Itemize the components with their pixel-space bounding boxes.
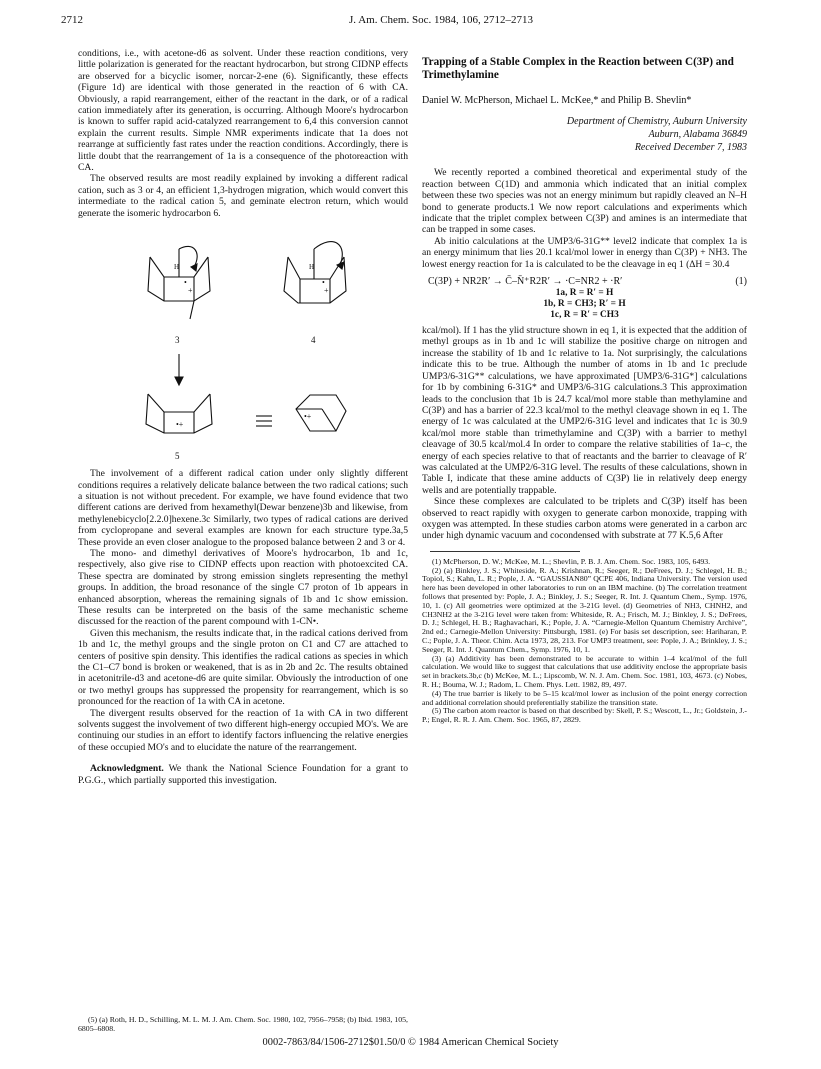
article-authors: Daniel W. McPherson, Michael L. McKee,* and Philip B. Shevlin* [422, 95, 692, 106]
footnote-divider [430, 551, 580, 552]
left-paragraph-1: conditions, i.e., with acetone-d6 as solvent. Under these reaction conditions, very little polarization is generated for the reactant hydrocarbon, but strong CIDNP effects are observed for a bicyclic isomer, norcar-2-ene (6). Significantly, these effects (Figure 1d) are identical with those generated in the reaction of 6 with CA. Obviously, a rapid rearrangement, either of the reactant in the dark, or of a radical cation immediately after its generation, is occurring. Although Moore's hydrocarbon is known to suffer rapid acid-catalyzed rearrangement to 6,4 this conversion cannot explain the current results. Simple NMR experiments indicate that 1a does not rearrange at sufficiently fast rates under the reaction conditions. Accordingly, there is little doubt that the rearrangement of 1a is a consequence of the photoreaction with CA. [78, 48, 408, 174]
left-footnotes [78, 1016, 408, 1034]
affiliation-line-2: Auburn, Alabama 36849 [648, 129, 747, 140]
footnote-3: (3) (a) Additivity has been demonstrated to be accurate to within 1–4 kcal/mol of the full calculation. We would like to suggest that calculations that use additivity enclose the appropriate basis set in brackets.3b,c (b) McKee, M. L.; Lipscomb, W. N. J. Am. Chem. Soc. 1981, 103, 4673. (c) Nobes, R. H.; Bouma, W. J.; Radom, L. Chem. Phys. Lett. 1982, 89, 497. [422, 653, 747, 689]
affiliation-line-1: Department of Chemistry, Auburn University [566, 116, 747, 127]
footnote-4: (4) The true barrier is likely to be 5–15 kcal/mol lower as inclusion of the point energy correction and additional correlation should preferentially stabilize the transition state. [422, 688, 747, 707]
acknowledgment-text: We thank the National Science Foundation for a grant to P.G.G., which partially supported this investigation. [78, 763, 409, 786]
left-paragraph-6: The divergent results observed for the reaction of 1a with CA in two different solvents suggest the involvement of two different high-energy occupied MO's. We are continuing our studies in an effort to identify factors influencing the relative energies of these occupied MO's and to elucidate the nature of the rearrangement. [78, 707, 408, 753]
left-column [78, 48, 408, 786]
h-label-3: H [174, 263, 180, 272]
footnote-1: (1) McPherson, D. W.; McKee, M. L.; Shevlin, P. B. J. Am. Chem. Soc. 1983, 105, 6493. [432, 556, 711, 566]
acknowledgment [78, 763, 408, 786]
acknowledgment-heading: Acknowledgment. [90, 763, 164, 775]
svg-text:•+: •+ [176, 420, 184, 430]
left-paragraph-5: Given this mechanism, the results indicate that, in the radical cations derived from 1b and 1c, the methyl groups and the single proton on C1 and C7 are attached to centers of positive spin density. This identifies the radical cations as species in which the C1–C7 bond is broken or weakened, that is as in 2b and 2c. The results obtained in acetonitrile-d3 and acetone-d6 are quite similar. Obviously the introduction of one or two methyl groups has suppressed the propensity for rearrangement, which is so pronounced for the reaction of 1a with CA in acetone. [78, 627, 408, 708]
article-title: Trapping of a Stable Complex in the Reaction between C(3P) and Trimethylamine [422, 56, 734, 81]
h-label-4: H [309, 263, 315, 272]
footnote-5: (5) The carbon atom reactor is based on that described by: Skell, P. S.; Wescott, L., Jr.; Goldstein, J.-P.; Engel, R. R. J. Am. Chem. Soc. 1965, 87, 2829. [422, 706, 747, 725]
right-paragraph-2: Ab initio calculations at the UMP3/6-31G** level2 indicate that complex 1a is an energy minimum that lies 20.1 kcal/mol lower in energy than C(3P) + NH3. The lowest energy reaction for 1a is calculated to be the cleavage in eq 1 (ΔH = 30.4 [422, 235, 747, 270]
structure-4-drawing [284, 242, 346, 303]
equation-1-label-1a: 1a, R = R′ = H [555, 288, 614, 299]
structure-scheme [78, 219, 408, 464]
left-paragraph-4: The mono- and dimethyl derivatives of Moore's hydrocarbon, 1b and 1c, respectively, also give rise to CIDNP effects upon reaction with photoexcited CA. These spectra are dominated by strong emission singlets representing the methyl groups. In addition, the broad resonance of the single C7 proton of 1b appears in enhanced absorption, whereas the remaining signals of 1b and 1c show emission. These results can be interpreted on the basis of the same mechanistic scheme discussed for the reaction of the parent compound with 1-CN•. [78, 547, 408, 628]
structure-drawings [78, 219, 408, 464]
running-header [61, 14, 761, 32]
svg-text:•: • [184, 278, 187, 288]
label-4: 4 [311, 335, 316, 346]
page-number: 2712 [61, 14, 83, 26]
equation-1-label-1c: 1c, R = R′ = CH3 [550, 310, 619, 321]
equation-1-label-1b: 1b, R = CH3; R′ = H [543, 299, 626, 310]
left-paragraph-3: The involvement of a different radical cation under only slightly different conditions requires a relatively delicate balance between the two radical cations; such a situation is not without precedent. For example, we have found evidence that two different cations are derived from hexamethyl(Dewar benzene)3b and likewise, from methylenebicyclo[2.2.0]hexene.3c Similarly, two types of radical cations are derived from cyclopropane and several examples are known for each structure type.3a,5 These provide an even closer analogue to the proposed balance between 2 and 3 or 4. [78, 468, 408, 548]
right-paragraph-4: Since these complexes are calculated to be triplets and C(3P) itself has been observed to react rapidly with oxygen to generate carbon monoxide, trapping with oxygen was attempted. In these studies carbon atoms were generated in a carbon arc under high dynamic vacuum and cocondensed with substrate at 77 K.5,6 After [422, 496, 747, 542]
right-paragraph-1: We recently reported a combined theoretical and experimental study of the reaction between C(1D) and ammonia which indicated that an initial complex between these two species was not an energy minimum but rapidly cleaved an N–H bond to generate products.1 We now report calculations and experiments which indicate that the triplet complex between C(3P) and amines is an intermediate that can be trapped in some cases. [422, 167, 747, 236]
label-5: 5 [175, 451, 180, 462]
left-paragraph-2: The observed results are most readily explained by invoking a different radical cation, such as 3 or 4, an efficient 1,3-hydrogen migration, which would convert this intermediate to the radical cation 5, and geminate electron return, which would generate the isomeric hydrocarbon 6. [78, 173, 408, 219]
left-footnote-5: (5) (a) Roth, H. D., Schilling, M. L. M. J. Am. Chem. Soc. 1980, 102, 7956–7958; (b) Ibid. 1983, 105, 6805–6808. [78, 1015, 408, 1033]
journal-citation: J. Am. Chem. Soc. 1984, 106, 2712–2713 [349, 14, 533, 26]
footnote-2: (2) (a) Binkley, J. S.; Whiteside, R. A.; Krishnan, R.; Seeger, R.; DeFrees, D. J.; Schlegel, H. B.; Topiol, S.; Kahn, L. R.; Pople, J. A. “GAUSSIAN80” QCPE 406, Indiana University. The version used here has been developed in other laboratories to run on an IBM machine. (b) The correlation treatment follows that presented by: Pople, J. A.; Binkley, J. S.; Seeger, R. Int. J. Quantum Chem., Symp. 1976, 10, 1. (c) All geometries were optimized at the 3-21G level. (d) Geometries of NH3, CHNH2, and CH3NH2 at the 3-21G level were taken from: Whiteside, R. A.; Frisch, M. J.; Binkley, J. S.; DeFrees, D. J.; Schlegel, H. B.; Raghavachari, K.; Pople, J. A. “Carnegie-Mellon Quantum Chemistry Archive”, 2nd ed.; Carnegie-Mellon University: Pittsburgh, 1981. (e) For basis set description, see: Hariharan, P. C.; Pople, J. A. Theor. Chim. Acta 1973, 28, 213. For UMP3 treatment, see: Pople, J. A.; Brinkley, J. S.; Seeger, R. Int. J. Quantum Chem., Symp. 1976, 10, 1. [422, 565, 747, 654]
right-footnotes [422, 558, 747, 725]
svg-text:•+: •+ [304, 412, 312, 422]
svg-text:•: • [322, 278, 325, 288]
label-3: 3 [175, 335, 180, 346]
equation-1 [422, 276, 747, 321]
equation-1-number: (1) [735, 276, 747, 288]
page-footer: 0002-7863/84/1506-2712$01.50/0 © 1984 American Chemical Society [262, 1037, 559, 1048]
right-paragraph-3: kcal/mol). If 1 has the ylid structure shown in eq 1, it is expected that the addition of methyl groups as in 1b and 1c will stabilize the positive charge on nitrogen and increase the stability of 1b and 1c relative to 1a. Not surprisingly, the calculations indicate this to be true. Although the number of atoms in 1b and 1c preclude UMP3/6-31G** calculations, we have approximated [UMP3/6-31G*] calculations for 1b by combining 6-31G* and UMP3/6-31G calculations.3 This approximation leads to the conclusion that 1b is 24.7 kcal/mol more stable than methylamine and C(3P) and has a barrier of 22.3 kcal/mol to the methyl cleavage shown in eq 1. The energy of 1c was calculated at the UMP2/6-31G level and indicates that 1c is 30.9 kcal/mol more stable than trimethylamine and C(3P) with a barrier to methyl cleavage of 30.5 kcal/mol.4 In order to compare the relative stabilities of 1a–c, the energy of each species relative to that of reactants and the barrier to cleavage of R′ was calculated at the UMP2/6-31G level. The results of these calculations, shown in Table I, indicate that these amine adducts of C(3P) lie in relatively deep energy wells and are potentially trappable. [422, 325, 747, 496]
equation-1-expression: C(3P) + NR2R′ → C̄–N̄⁺R2R′ → ·C=NR2 + ·R′ [428, 276, 623, 288]
structure-3-drawing [148, 247, 210, 320]
received-date: Received December 7, 1983 [634, 142, 747, 153]
right-column [422, 48, 747, 725]
svg-text:+: + [188, 286, 193, 296]
svg-text:+: + [324, 286, 329, 296]
